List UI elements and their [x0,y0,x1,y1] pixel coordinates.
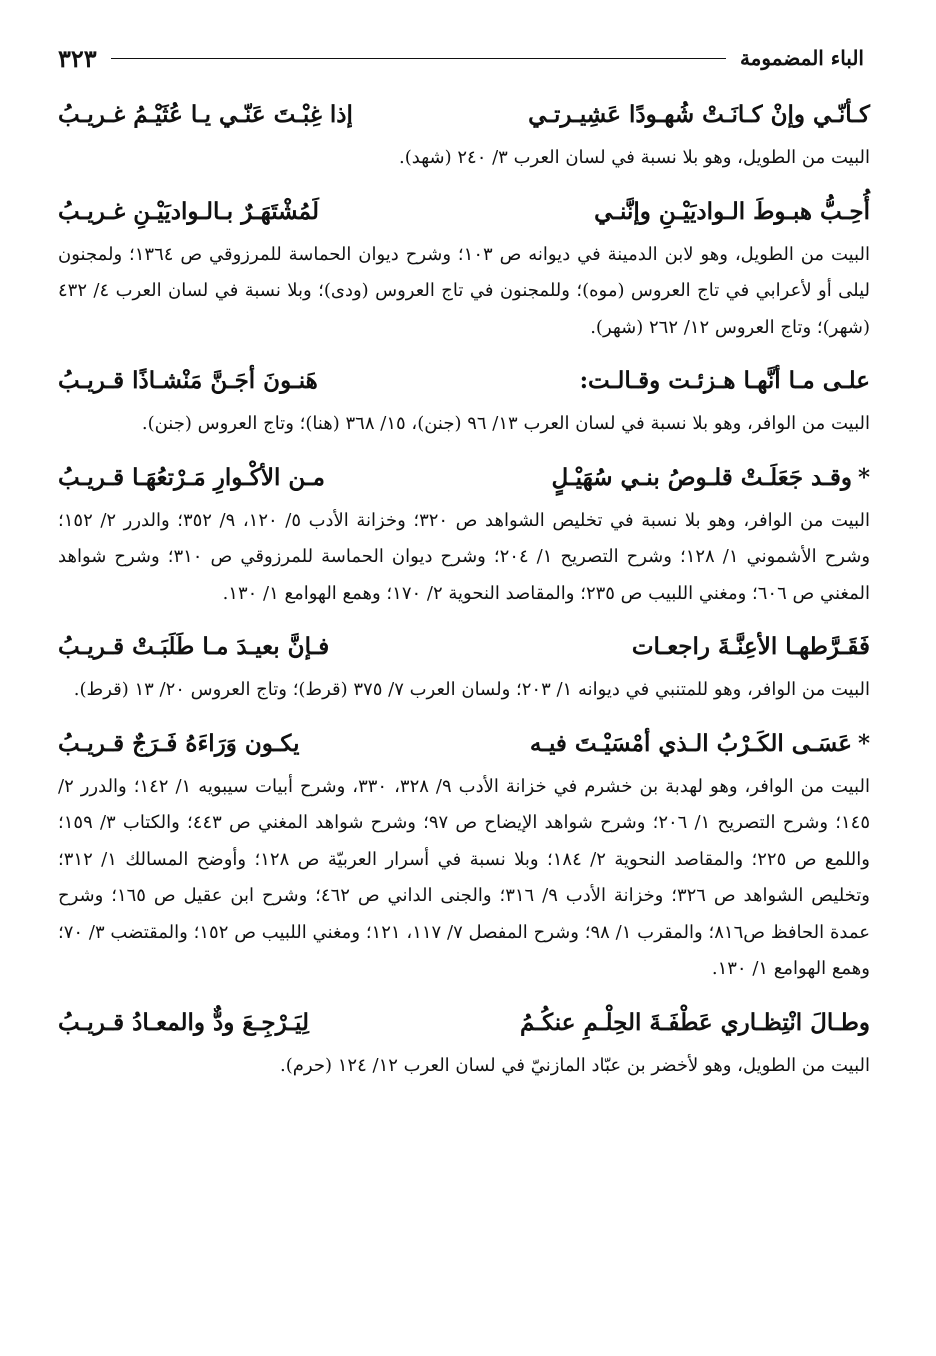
verse-entry [58,90,870,177]
verse-line [58,998,870,1048]
verse-note: البيت من الطويل، وهو لابن الدمينة في ديوانه ص ١٠٣؛ وشرح ديوان الحماسة للمرزوقي ص ١٣٦٤؛ ولمجنون ليلى أو لأعرابي في تاج العروس (موه)؛ وللمجنون في تاج العروس (ودى)؛ وبلا نسبة في لسان العرب ٤/ ٤٣٢ (شهر)؛ وتاج العروس ١٢/ ٢٦٢ (شهر). [58,243,870,338]
verse-entry [58,453,870,613]
second-hemistich: إذا غِبْـتَ عَنّـي يـا عُثَيْـمُ غـريـبُ [58,101,353,128]
running-title: الباء المضمومة [739,46,864,70]
verse-line [58,622,870,672]
page-header [58,38,864,78]
verse-note: البيت من الطويل، وهو بلا نسبة في لسان العرب ٣/ ٢٤٠ (شهد). [399,147,870,168]
first-hemistich-text: عَسَـى الكَـرْبُ الـذي أمْسَيْـتَ فيـه [529,729,852,757]
verse-line [58,453,870,503]
verse-line [58,356,870,406]
second-hemistich: يكـون وَرَاءَهُ فَـرَجٌ قـريـبُ [58,729,300,757]
second-hemistich: لَمُشْتَهَـرٌ بـالـواديَيْـنِ غـريـبُ [58,197,319,225]
first-hemistich: وطـالَ انْتِظـاري عَطْفَـةَ الحِلْـمِ عنكُـمُ [520,1008,870,1036]
first-hemistich [530,719,870,769]
verse-note: البيت من الوافر، وهو للمتنبي في ديوانه ١/ ٢٠٣؛ ولسان العرب ٧/ ٣٧٥ (قرط)؛ وتاج العروس ٢٠/ ١٣ (قرط). [73,679,870,700]
verse-entry [58,187,870,347]
verse-entry [58,356,870,443]
first-hemistich: كـأنّـي وإنْ كـانَـتْ شُهـودًا عَشِيـرتـي [528,101,870,128]
first-hemistich: أُحِـبُّ هبـوطَ الـواديَيْـنِ وإنَّنـي [594,197,870,225]
verse-line [58,187,870,237]
first-hemistich: علـى مـا أنَّهـا هـزئـت وقـالـت: [579,367,870,394]
first-hemistich: فَقَـرَّطهـا الأعِنَّـةَ راجعـات [631,633,870,660]
verse-note: البيت من الوافر، وهو لهدبة بن خشرم في خزانة الأدب ٩/ ٣٢٨، ٣٣٠، وشرح أبيات سيبويه ١/ ١٤٢؛ والدرر ٢/ ١٤٥؛ وشرح التصريح ١/ ٢٠٦؛ وشرح شواهد الإيضاح ص ٩٧؛ وشرح شواهد المغني ص ٤٤٣؛ والكتاب ٣/ ١٥٩؛ واللمع ص ٢٢٥؛ والمقاصد النحوية ٢/ ١٨٤؛ وبلا نسبة في أسرار العربيّة ص ١٢٨؛ وأوضح المسالك ١/ ٣١٢؛ وتخليص الشواهد ص ٣٢٦؛ وخزانة الأدب ٩/ ٣١٦؛ والجنى الداني ص ٤٦٢؛ وشرح ابن عقيل ص ١٦٥؛ وشرح عمدة الحافظ ص٨١٦؛ والمقرب ١/ ٩٨؛ وشرح المفصل ٧/ ١١٧، ١٢١؛ ومغني اللبيب ص ١٥٢؛ والمقتضب ٣/ ٧٠؛ وهمع الهوامع ١/ ١٣٠. [58,775,870,979]
verse-line [58,719,870,769]
verse-entry [58,622,870,709]
star-marker: * [857,463,870,491]
verse-entry [58,998,870,1085]
second-hemistich: هَنـونَ أجَـنَّ مَنْشـاذًا قـريـبُ [58,367,318,394]
second-hemistich: لِيَـرْجِـعَ ودٌّ والمعـادُ قـريـبُ [58,1008,309,1036]
star-marker: * [857,729,870,757]
verse-note: البيت من الوافر، وهو بلا نسبة في تخليص الشواهد ص ٣٢٠؛ وخزانة الأدب ٥/ ١٢٠، ٩/ ٣٥٢؛ والدرر ٢/ ١٥٢؛ وشرح الأشموني ١/ ١٢٨؛ وشرح التصريح ١/ ٢٠٤؛ وشرح ديوان الحماسة للمرزوقي ص ٣١٠؛ وشرح شواهد المغني ص ٦٠٦؛ ومغني اللبيب ص ٢٣٥؛ والمقاصد النحوية ٢/ ١٧٠؛ وهمع الهوامع ١/ ١٣٠. [58,509,871,604]
page-content [58,90,870,1094]
verse-note: البيت من الوافر، وهو بلا نسبة في لسان العرب ١٣/ ٩٦ (جنن)، ١٥/ ٣٦٨ (هنا)؛ وتاج العروس (جنن). [141,413,870,434]
verse-entry [58,719,870,988]
second-hemistich: مـن الأكْـوارِ مَـرْتعُهَـا قـريـبُ [58,463,325,491]
page-number: ٣٢٣ [58,43,97,73]
first-hemistich [552,453,870,503]
first-hemistich-text: وقـد جَعَلَـتْ قلـوصُ بنـي سُهَيْـلٍ [551,463,852,491]
second-hemistich: فـإنَّ بعيـدَ مـا طَلَبَـتْ قـريـبُ [58,633,330,660]
verse-note: البيت من الطويل، وهو لأخضر بن عبّاد المازنيّ في لسان العرب ١٢/ ١٢٤ (حرم). [280,1054,870,1076]
header-rule [111,58,726,59]
verse-line [58,90,870,140]
